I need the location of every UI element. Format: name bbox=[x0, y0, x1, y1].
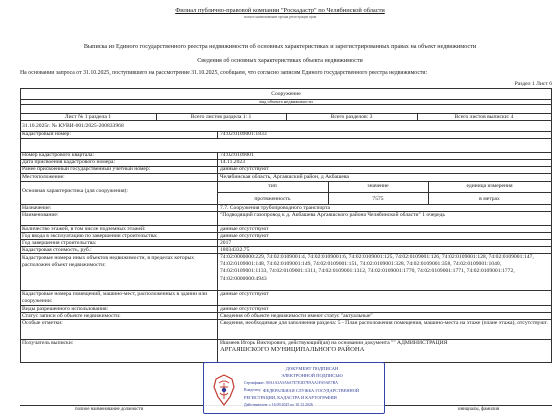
recipient-value: Ишмеев Игорь Викторович, действующий(ая) на основании документа "" АДМИНИСТРАЦИЯ bbox=[220, 340, 448, 346]
permitted-use-value: данные отсутствуют bbox=[220, 306, 269, 312]
cadastral-cost-value: 18034332.75 bbox=[220, 247, 250, 253]
location-label: Местоположение: bbox=[22, 174, 65, 180]
sheets-in-section: Всего листов раздела 1: 1 bbox=[190, 114, 252, 120]
stamp-validity: Действителен: с 16.09.2025 по 10.12.2026 bbox=[244, 403, 313, 407]
table-right-border bbox=[551, 88, 552, 362]
name-caption: инициалы, фамилия bbox=[458, 407, 500, 412]
cadastral-number-value: 74:02:0109001:1833 bbox=[220, 131, 267, 137]
section-number: Раздел 1 Лист 6 bbox=[514, 81, 552, 87]
position-caption: полное наименование должности bbox=[75, 407, 144, 412]
divider bbox=[20, 131, 552, 132]
divider bbox=[20, 181, 552, 182]
assign-date-label: Дата присвоения кадастрового номера: bbox=[22, 159, 116, 165]
name-value: "Подводящий газопровод к д. Акбашева Аргаяшского района Челябинской области" 1 очередь bbox=[220, 212, 445, 218]
purpose-label: Назначение: bbox=[22, 205, 52, 211]
quarter-label: Номер кадастрового квартала: bbox=[22, 152, 95, 158]
sheet-number: Лист № 1 раздела 1 bbox=[64, 114, 112, 120]
rooms-value: данные отсутствуют bbox=[220, 291, 269, 297]
char-value-head: значение bbox=[367, 183, 389, 189]
char-unit: в метрах bbox=[479, 196, 500, 202]
divider bbox=[20, 246, 552, 247]
e-signature-stamp bbox=[203, 362, 385, 414]
year-built-label: Год завершения строительства: bbox=[22, 240, 97, 246]
divider bbox=[217, 192, 551, 193]
prev-number-value: данные отсутствуют bbox=[220, 166, 269, 172]
org-name: Филиал публично-правовой компании "Роскадастр" по Челябинской области bbox=[175, 7, 385, 14]
purpose-value: 7.7. Сооружения трубопроводного транспорта bbox=[220, 205, 330, 211]
object-kind: Сооружение bbox=[271, 91, 301, 97]
org-caption: полное наименование органа регистрации прав bbox=[243, 15, 317, 19]
divider bbox=[20, 138, 552, 139]
name-label: Наименование: bbox=[22, 212, 59, 218]
total-sheets: Всего листов выписки: 4 bbox=[454, 114, 514, 120]
cadastral-cost-label: Кадастровая стоимость, руб.: bbox=[22, 247, 92, 253]
assign-date-value: 14.11.2023 bbox=[220, 159, 245, 165]
quarter-value: 74:02:0109001 bbox=[220, 152, 254, 158]
cadastral-number-label: Кадастровый номер: bbox=[22, 131, 71, 137]
stamp-line-1: ДОКУМЕНТ ПОДПИСАН bbox=[285, 366, 339, 371]
prev-number-label: Ранее присвоенный государственный учетный номер: bbox=[22, 166, 151, 172]
object-kind-caption: вид объекта недвижимости bbox=[259, 99, 313, 104]
char-type: протяженность bbox=[254, 196, 291, 202]
stamp-owner-value: ФЕДЕРАЛЬНАЯ СЛУЖБА ГОСУДАРСТВЕННОЙ bbox=[263, 388, 360, 393]
stamp-owner-label: Владелец: bbox=[244, 388, 261, 392]
recipient-label: Получатель выписки: bbox=[22, 340, 74, 346]
stamp-certificate: Сертификат: 00A1A3A5A6A7E7E3D7E9AA1FA9AE7BA bbox=[244, 381, 338, 385]
year-commission-label: Год ввода в эксплуатацию по завершении строительства: bbox=[22, 233, 158, 239]
total-sections: Всего разделов: 3 bbox=[330, 114, 373, 120]
year-commission-value: данные отсутствуют bbox=[220, 233, 269, 239]
char-value: 7575 bbox=[372, 196, 384, 202]
stamp-line-2: ЭЛЕКТРОННОЙ ПОДПИСЬЮ bbox=[281, 373, 343, 378]
year-built-value: 2017 bbox=[220, 240, 232, 246]
special-marks-label: Особые отметки: bbox=[22, 320, 63, 326]
recipient-value-2: АРГАЯШСКОГО МУНИЦИПАЛЬНОГО РАЙОНА bbox=[220, 346, 365, 353]
info-title: Сведения об основных характеристиках объекта недвижимости bbox=[197, 58, 363, 64]
status-label: Статус записи об объекте недвижимости: bbox=[22, 313, 121, 319]
request-basis: На основании запроса от 31.10.2025, поступившего на рассмотрение 31.10.2025, сообщаем, что согласно записям Единого государственного реестра недвижимости: bbox=[20, 70, 428, 76]
location-value: Челябинская область, Аргаяшский район, д Акбашева bbox=[220, 174, 349, 180]
coat-of-arms-icon bbox=[210, 373, 238, 407]
permitted-use-label: Виды разрешенного использования: bbox=[22, 306, 109, 312]
rooms-label: Кадастровые номера помещений, машино-мест, расположенных в здании или сооружении: bbox=[22, 291, 208, 304]
stamp-owner-value-2: РЕГИСТРАЦИИ, КАДАСТРА И КАРТОГРАФИИ bbox=[244, 395, 337, 400]
table-left-border bbox=[20, 88, 21, 362]
main-characteristic-label: Основная характеристика (для сооружения): bbox=[22, 188, 128, 194]
divider bbox=[20, 152, 552, 153]
char-unit-head: единица измерения bbox=[466, 183, 513, 189]
table-top-line bbox=[20, 88, 552, 89]
document-title: Выписка из Единого государственного реестра недвижимости об основных характеристиках и зарегистрированных правах на объект недвижимости bbox=[83, 43, 477, 50]
other-numbers-value: 74:02:0000000:229, 74:02:0109001:4, 74:02:0109001:6, 74:02:0109001:125, 74:02:0109001:126, 74:02:0109001:128, 74:02:0109001:147, 74:02:0109001:148, 74:02:0109001:149, 74:02:0109001:151, 74:02:0109001:328, 74:02:0109001:358, 74:02:0109001:1040, 74:02:0109001:1133, 74:02:0109001:1311, 74:02:0109001:1312, 74:02:0109001:1770, 74:02:0109001:1771, 74:02:0109001:1772, 74:02:0000000:4943 bbox=[220, 254, 534, 282]
floors-label: Количество этажей, в том числе подземных этажей: bbox=[22, 226, 146, 232]
char-type-head: тип bbox=[268, 183, 277, 189]
floors-value: данные отсутствуют bbox=[220, 226, 269, 232]
special-marks-value: Сведения, необходимые для заполнения раздела: 5 - План расположения помещения, машино-места на этаже (плане этажа), отсутствуют. bbox=[220, 320, 548, 326]
document-number: 31.10.2025г. № КУВИ-001/2025-200833968 bbox=[22, 123, 124, 129]
divider bbox=[217, 131, 218, 138]
status-value: Сведения об объекте недвижимости имеют статус "актуальные" bbox=[220, 313, 373, 319]
other-numbers-label: Кадастровые номера иных объектов недвижимости, в пределах которых расположен объект недвижимости: bbox=[22, 255, 195, 268]
